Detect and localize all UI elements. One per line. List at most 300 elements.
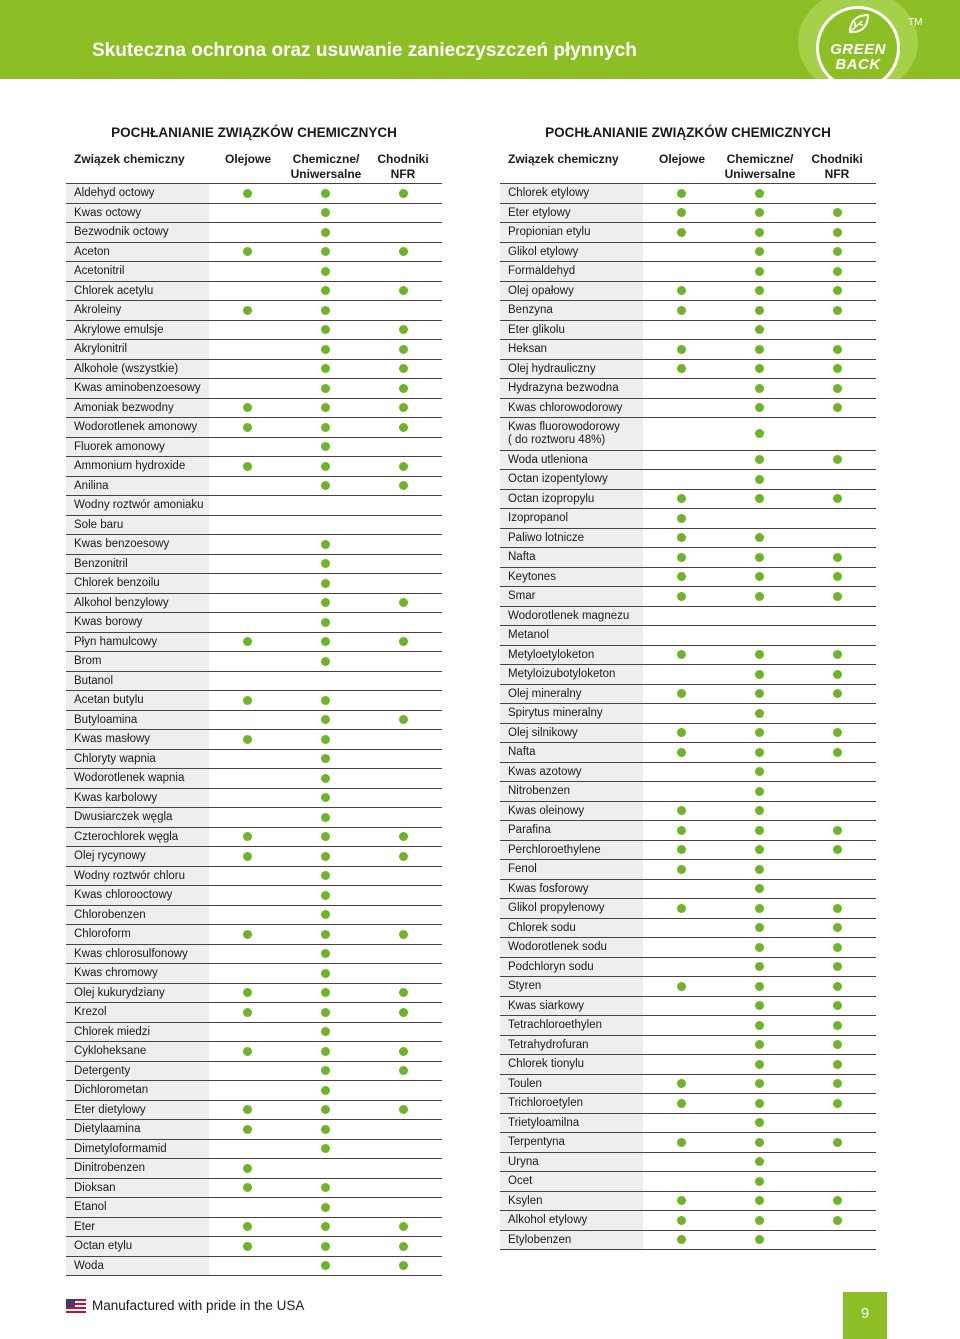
chemical-dot	[321, 208, 330, 217]
table-row	[500, 490, 876, 510]
table-row	[66, 613, 442, 633]
compound-cell	[66, 379, 209, 398]
compound-name	[508, 473, 608, 486]
compound-name	[74, 928, 131, 941]
compound-cell	[500, 1075, 643, 1094]
compound-name	[508, 688, 582, 701]
compound-name	[508, 402, 622, 415]
column-header-chemical-line1: Chemiczne/	[292, 152, 360, 166]
compound-cell	[500, 301, 643, 320]
oil-dot	[677, 1079, 686, 1088]
compound-name	[74, 831, 178, 844]
compound-name	[74, 441, 165, 454]
compound-name	[74, 1221, 95, 1234]
compound-name-line: Toulen	[508, 1077, 542, 1090]
chemical-dot	[321, 891, 330, 900]
table-row	[500, 548, 876, 568]
table-row	[66, 925, 442, 945]
chemical-dot	[321, 384, 330, 393]
table-row	[500, 1153, 876, 1173]
column-header-chemical-line1: Chemiczne/	[726, 152, 794, 166]
compound-name	[74, 382, 201, 395]
table-row	[500, 997, 876, 1017]
table-row	[66, 1140, 442, 1160]
compound-name-line: Kwas chromowy	[74, 967, 158, 979]
compound-name-line: Eter glikolu	[508, 323, 565, 336]
chemical-dot	[321, 930, 330, 939]
chemical-dot	[755, 865, 764, 874]
oil-dot	[243, 1105, 252, 1114]
table-row	[66, 730, 442, 750]
compound-name	[74, 636, 157, 649]
floor-dot	[399, 325, 408, 334]
compound-name	[508, 1019, 602, 1032]
chemical-dot	[755, 1021, 764, 1030]
chemical-dot	[755, 962, 764, 971]
chemical-dot	[321, 306, 330, 315]
page-title: Skuteczna ochrona oraz usuwanie zanieczyszczeń płynnych	[92, 40, 637, 61]
compound-cell	[500, 509, 643, 528]
chemical-dot	[755, 189, 764, 198]
chemical-dot	[755, 767, 764, 776]
chemical-dot	[755, 1060, 764, 1069]
compound-name-line: Czterochlorek węgla	[74, 830, 179, 843]
compound-name	[74, 948, 188, 961]
chemical-dot	[755, 533, 764, 542]
compound-name-line: Akrylowe emulsje	[74, 323, 164, 336]
compound-cell	[66, 652, 209, 671]
table-body	[500, 183, 876, 1250]
chemical-dot	[321, 481, 330, 490]
oil-dot	[243, 247, 252, 256]
chemical-dot	[755, 943, 764, 952]
table-row	[66, 1198, 442, 1218]
floor-dot	[399, 462, 408, 471]
compound-name	[74, 597, 169, 610]
floor-dot	[833, 267, 842, 276]
table-row	[66, 672, 442, 692]
table-row	[500, 223, 876, 243]
compound-name	[508, 1195, 543, 1208]
compound-cell	[500, 568, 643, 587]
chemical-dot	[755, 650, 764, 659]
chemical-dot	[321, 754, 330, 763]
compound-name-line: Trichloroetylen	[508, 1097, 583, 1109]
chemical-dot	[755, 728, 764, 737]
compound-cell	[500, 899, 643, 918]
chemical-dot	[321, 267, 330, 276]
compound-cell	[66, 340, 209, 359]
compound-name	[74, 187, 155, 200]
chemical-dot	[755, 306, 764, 315]
floor-dot	[399, 403, 408, 412]
compound-cell	[66, 418, 209, 437]
compound-name-line: Spirytus mineralny	[508, 707, 603, 719]
column-header-compound: Związek chemiczny	[508, 152, 619, 166]
compound-name-line: Styren	[508, 980, 542, 992]
compound-name	[74, 1201, 107, 1214]
compound-cell	[66, 535, 209, 554]
floor-dot	[399, 1008, 408, 1017]
floor-dot	[833, 403, 842, 412]
column-header-chemical-line2: Uniwersalne	[290, 167, 362, 181]
compound-name-line: Glikol etylowy	[508, 245, 579, 258]
compound-name	[508, 512, 568, 525]
chemical-dot	[321, 1222, 330, 1231]
compound-cell	[66, 555, 209, 574]
compound-name-line: Dinitrobenzen	[74, 1162, 145, 1174]
compound-cell	[500, 743, 643, 762]
table-row	[500, 919, 876, 939]
chemical-dot	[755, 403, 764, 412]
compound-name	[508, 668, 615, 681]
compound-cell	[500, 665, 643, 684]
chemical-dot	[755, 1196, 764, 1205]
oil-dot	[243, 1008, 252, 1017]
chemical-dot	[755, 553, 764, 562]
chemical-dot	[755, 1216, 764, 1225]
column-headers	[500, 152, 876, 184]
table-row	[66, 340, 442, 360]
chemical-dot	[755, 787, 764, 796]
footer-text: Manufactured with pride in the USA	[92, 1298, 305, 1313]
table-row	[66, 223, 442, 243]
compound-name	[74, 967, 158, 980]
compound-name-line: Nitrobenzen	[508, 785, 571, 797]
floor-dot	[399, 715, 408, 724]
floor-dot	[833, 650, 842, 659]
compound-name-line: Chlorobenzen	[74, 908, 146, 921]
chemical-dot	[321, 228, 330, 237]
chemical-dot	[755, 884, 764, 893]
compound-name-line: Chlorek sodu	[508, 921, 576, 934]
table-row	[500, 282, 876, 302]
floor-dot	[399, 189, 408, 198]
column-header-compound: Związek chemiczny	[74, 152, 185, 166]
compound-name	[508, 187, 589, 200]
compound-cell	[66, 847, 209, 866]
chemical-dot	[755, 286, 764, 295]
compound-name-line: ( do roztworu 48%)	[508, 434, 606, 446]
oil-dot	[677, 345, 686, 354]
chemical-dot	[321, 832, 330, 841]
chemical-dot	[321, 598, 330, 607]
floor-dot	[833, 384, 842, 393]
compound-name-line: Fluorek amonowy	[74, 440, 165, 453]
compound-name-line: Kwas fosforowy	[508, 882, 589, 895]
table-row	[66, 984, 442, 1004]
chemical-dot	[755, 670, 764, 679]
chemical-dot	[755, 1235, 764, 1244]
compound-name-line: Metyloetyloketon	[508, 648, 595, 661]
compound-name	[74, 1104, 146, 1117]
column-header-floor-line2: NFR	[390, 167, 416, 181]
table-row	[500, 899, 876, 919]
floor-dot	[399, 832, 408, 841]
compound-name-line: Wodorotlenek wapnia	[74, 772, 185, 784]
trademark-mark: TM	[908, 17, 923, 28]
oil-dot	[677, 982, 686, 991]
compound-name	[508, 629, 549, 642]
compound-name-line: Olej mineralny	[508, 687, 582, 700]
oil-dot	[677, 689, 686, 698]
table-row	[500, 1231, 876, 1251]
chemical-dot	[755, 208, 764, 217]
compound-cell	[66, 262, 209, 281]
compound-cell	[66, 223, 209, 242]
compound-name-line: Tetrahydrofuran	[508, 1038, 589, 1051]
table-row	[66, 379, 442, 399]
table-row	[66, 184, 442, 204]
compound-name-line: Kwas siarkowy	[508, 999, 585, 1012]
chemical-dot	[321, 1242, 330, 1251]
compound-name	[508, 1234, 571, 1247]
compound-name-line: Chlorek miedzi	[74, 1025, 151, 1038]
table-body	[66, 183, 442, 1276]
table-row	[66, 1003, 442, 1023]
compound-cell	[66, 906, 209, 925]
oil-dot	[677, 845, 686, 854]
compound-name-line: Bezwodnik octowy	[74, 226, 169, 238]
floor-dot	[833, 962, 842, 971]
compound-cell	[66, 1237, 209, 1256]
compound-cell	[500, 802, 643, 821]
compound-name	[508, 1078, 542, 1091]
compound-name	[74, 499, 204, 512]
compound-cell	[66, 984, 209, 1003]
chemical-dot	[321, 696, 330, 705]
compound-name	[74, 1006, 107, 1019]
column-header-floor-line1: Chodniki	[377, 152, 429, 166]
compound-cell	[500, 321, 643, 340]
floor-dot	[399, 598, 408, 607]
compound-cell	[500, 880, 643, 899]
compound-name	[74, 772, 184, 785]
compound-cell	[500, 184, 643, 203]
compound-name-line: Keytones	[508, 570, 556, 583]
oil-dot	[677, 364, 686, 373]
table-row	[500, 509, 876, 529]
chemical-dot	[321, 910, 330, 919]
compound-name	[508, 844, 601, 857]
compound-cell	[500, 782, 643, 801]
compound-cell	[500, 938, 643, 957]
compound-cell	[66, 925, 209, 944]
compound-name-line: Benzonitril	[74, 557, 128, 570]
chemical-dot	[755, 904, 764, 913]
oil-dot	[243, 637, 252, 646]
compound-name-line: Wodorotlenek magnezu	[508, 609, 630, 622]
compound-name	[508, 590, 535, 603]
oil-dot	[677, 806, 686, 815]
floor-dot	[399, 988, 408, 997]
table-row	[66, 301, 442, 321]
oil-dot	[677, 1099, 686, 1108]
compound-name-line: Propionian etylu	[508, 226, 591, 238]
compound-cell	[66, 184, 209, 203]
compound-name-line: Chlorek acetylu	[74, 284, 154, 297]
compound-name-line: Dimetyloformamid	[74, 1142, 167, 1155]
compound-name-line: Paliwo lotnicze	[508, 531, 585, 544]
chemical-dot	[755, 572, 764, 581]
chemical-dot	[755, 1177, 764, 1186]
oil-dot	[677, 189, 686, 198]
compound-name	[508, 902, 605, 915]
compound-cell	[66, 1042, 209, 1061]
floor-dot	[833, 494, 842, 503]
floor-dot	[833, 670, 842, 679]
chemical-dot	[755, 1138, 764, 1147]
floor-dot	[833, 1216, 842, 1225]
floor-dot	[833, 1021, 842, 1030]
compound-name	[74, 1143, 167, 1156]
compound-name	[74, 226, 169, 239]
chemical-dot	[321, 949, 330, 958]
compound-name-line: Kwas benzoesowy	[74, 538, 170, 550]
chemical-dot	[321, 871, 330, 880]
compound-cell	[500, 977, 643, 996]
chemical-dot	[755, 845, 764, 854]
compound-cell	[500, 1172, 643, 1191]
oil-dot	[243, 1125, 252, 1134]
table-row	[66, 847, 442, 867]
table-row	[500, 379, 876, 399]
compound-name-line: Kwas octowy	[74, 206, 142, 219]
compound-name	[508, 805, 584, 818]
chemical-dot	[321, 345, 330, 354]
floor-dot	[833, 689, 842, 698]
compound-name-line: Tetrachloroethylen	[508, 1019, 602, 1031]
compound-name-line: Kwas aminobenzoesowy	[74, 382, 201, 394]
floor-dot	[833, 208, 842, 217]
table-row	[66, 496, 442, 516]
compound-name	[508, 746, 536, 759]
compound-cell	[66, 438, 209, 457]
floor-dot	[833, 748, 842, 757]
compound-cell	[66, 1218, 209, 1237]
compound-name	[508, 649, 594, 662]
compound-name	[74, 324, 163, 337]
floor-dot	[833, 364, 842, 373]
compound-name	[508, 863, 537, 876]
table-row	[66, 555, 442, 575]
chemical-dot	[321, 735, 330, 744]
chemical-dot	[755, 1118, 764, 1127]
oil-dot	[677, 286, 686, 295]
floor-dot	[399, 384, 408, 393]
chemical-dot	[755, 247, 764, 256]
floor-dot	[833, 1040, 842, 1049]
compound-name	[508, 1175, 532, 1188]
compound-name	[508, 727, 578, 740]
oil-dot	[677, 865, 686, 874]
compound-name	[508, 1097, 583, 1110]
compound-name	[74, 538, 169, 551]
compound-name	[508, 382, 619, 395]
compound-cell	[500, 243, 643, 262]
compound-name	[508, 493, 594, 506]
compound-name-line: Kwas masłowy	[74, 733, 151, 745]
compound-cell	[500, 360, 643, 379]
compound-name-line: Parafina	[508, 824, 551, 836]
table-row	[500, 665, 876, 685]
compound-name	[74, 753, 156, 766]
compound-name	[74, 1162, 145, 1175]
compound-name	[508, 343, 547, 356]
compound-name	[74, 714, 137, 727]
compound-cell	[66, 1003, 209, 1022]
table-row	[66, 886, 442, 906]
compound-cell	[66, 1159, 209, 1178]
chemical-dot	[755, 364, 764, 373]
compound-name	[508, 980, 541, 993]
compound-name-line: Dietylaamina	[74, 1123, 141, 1135]
compound-cell	[66, 867, 209, 886]
table-row	[500, 880, 876, 900]
compound-name	[74, 363, 178, 376]
compound-name-line: Metyloizubotyloketon	[508, 668, 616, 680]
compound-name	[508, 766, 582, 779]
compound-name	[508, 1039, 589, 1052]
chemical-dot	[321, 325, 330, 334]
compound-name	[508, 610, 629, 623]
compound-name	[508, 922, 576, 935]
table-row	[66, 652, 442, 672]
table-row	[500, 451, 876, 471]
compound-cell	[500, 704, 643, 723]
chemical-dot	[755, 1079, 764, 1088]
oil-dot	[243, 696, 252, 705]
table-row	[66, 1257, 442, 1277]
compound-name	[74, 1084, 148, 1097]
floor-dot	[399, 852, 408, 861]
compound-name-line: Aldehyd octowy	[74, 187, 155, 199]
compound-name-line: Octan izopropylu	[508, 492, 595, 505]
table-row	[500, 607, 876, 627]
compound-cell	[500, 1211, 643, 1230]
table-row	[66, 906, 442, 926]
chemical-dot	[755, 689, 764, 698]
oil-dot	[677, 904, 686, 913]
compound-cell	[500, 418, 643, 450]
compound-name	[74, 1045, 146, 1058]
compound-cell	[66, 711, 209, 730]
compound-name-line: Ocet	[508, 1175, 533, 1187]
compound-name-line: Wodny roztwór chloru	[74, 869, 185, 882]
table-row	[66, 243, 442, 263]
compound-cell	[66, 964, 209, 983]
compound-name	[74, 1123, 140, 1136]
compound-cell	[66, 886, 209, 905]
chemical-dot	[321, 442, 330, 451]
oil-dot	[243, 1047, 252, 1056]
compound-name-line: Terpentyna	[508, 1136, 565, 1148]
oil-dot	[677, 208, 686, 217]
compound-name-line: Eter dietylowy	[74, 1103, 146, 1116]
chemical-dot	[321, 618, 330, 627]
compound-name-line: Kwas karbolowy	[74, 791, 158, 804]
table-row	[500, 821, 876, 841]
oil-dot	[677, 592, 686, 601]
table-row	[66, 1237, 442, 1257]
floor-dot	[399, 1047, 408, 1056]
compound-cell	[66, 808, 209, 827]
compound-name	[74, 1026, 150, 1039]
chemical-dot	[321, 559, 330, 568]
column-header-floor	[368, 152, 438, 182]
compound-name-line: Amoniak bezwodny	[74, 401, 174, 414]
floor-dot	[833, 1001, 842, 1010]
